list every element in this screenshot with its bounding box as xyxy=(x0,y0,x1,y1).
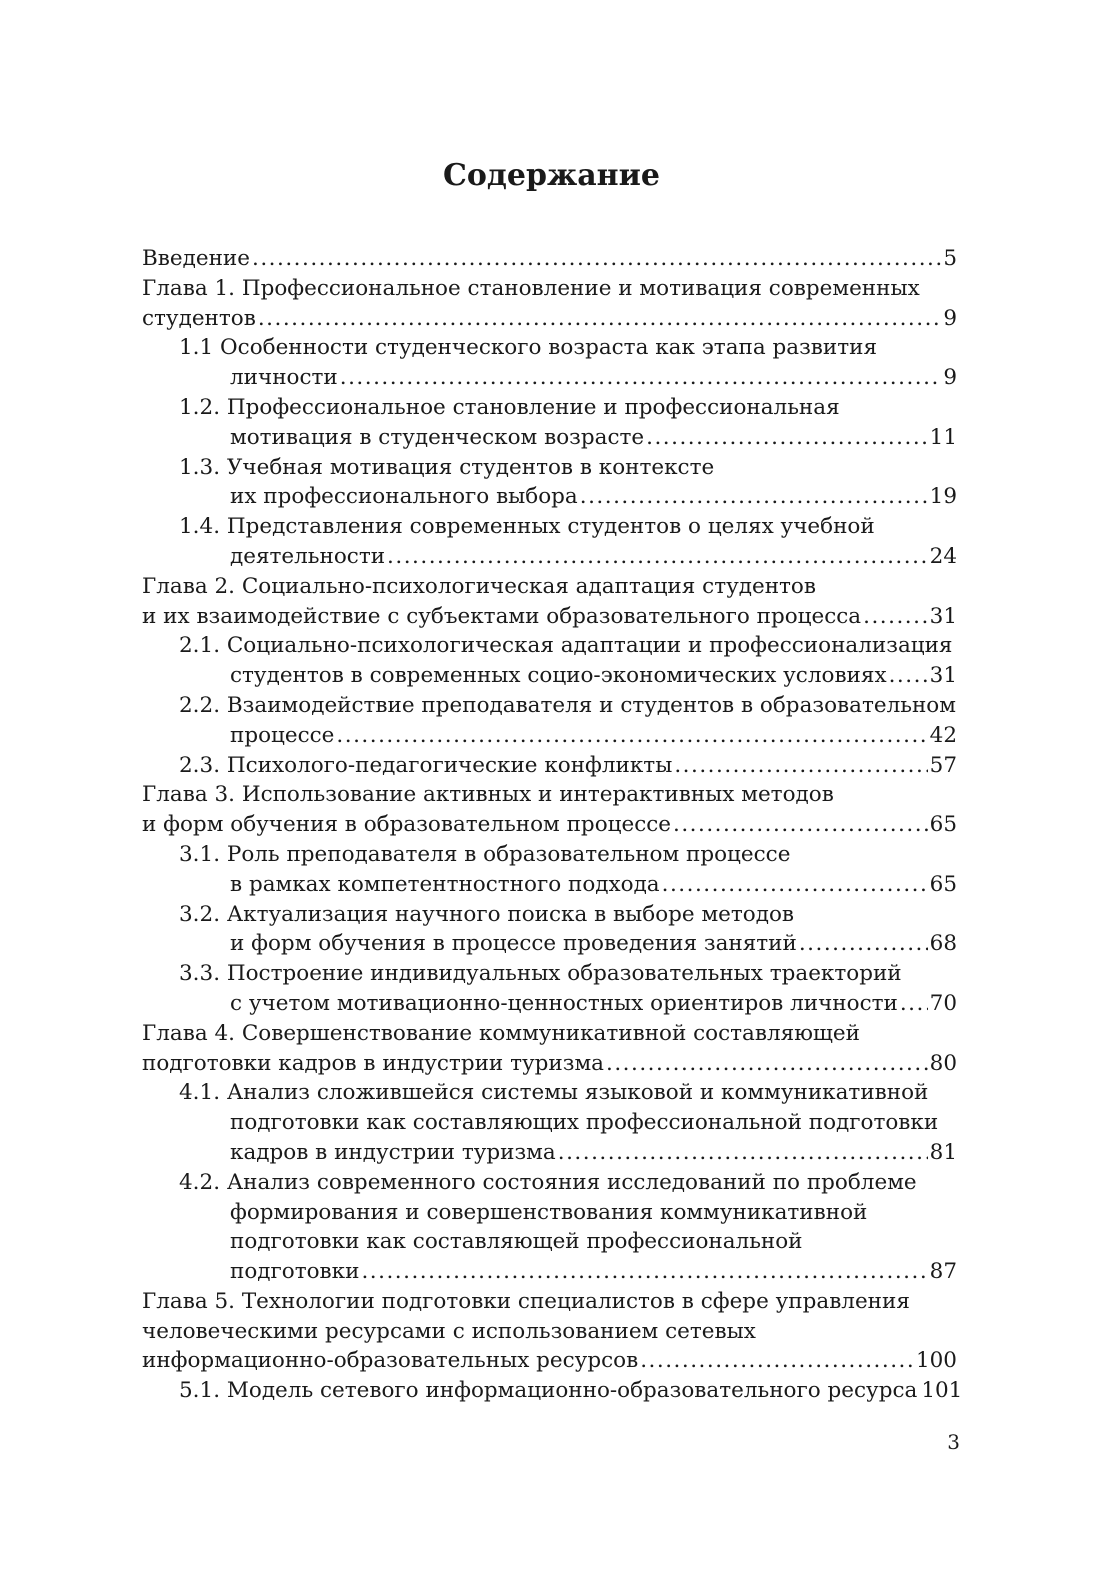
dot-leader xyxy=(673,810,928,840)
toc-section-entry[interactable] xyxy=(142,333,957,393)
dot-leader xyxy=(580,482,928,512)
toc-line xyxy=(142,244,957,274)
toc-entry-text: с учетом мотивационно-ценностных ориентиров личности xyxy=(230,990,898,1016)
dot-leader xyxy=(640,1346,914,1376)
toc-line: 3.2. Актуализация научного поиска в выборе методов xyxy=(179,901,795,927)
toc-entry-text: Введение xyxy=(142,246,250,271)
toc-entry-text: и форм обучения в образовательном процессе xyxy=(142,812,671,838)
toc-page-number: 31 xyxy=(929,663,957,689)
toc-line: подготовки как составляющих профессиональной подготовки xyxy=(230,1110,939,1136)
toc-line xyxy=(142,602,957,632)
toc-line xyxy=(142,989,957,1019)
toc-page-number: 31 xyxy=(929,603,957,629)
toc-line: человеческими ресурсами с использованием сетевых xyxy=(142,1318,756,1344)
toc-section-entry[interactable] xyxy=(142,900,957,960)
toc-page-number: 5 xyxy=(943,246,957,271)
dot-leader xyxy=(558,1138,928,1168)
toc-entry-text: 2.3. Психолого-педагогические конфликты xyxy=(179,752,673,778)
dot-leader xyxy=(863,602,928,632)
toc-chapter-entry[interactable] xyxy=(142,572,957,632)
toc-line xyxy=(142,870,957,900)
toc-line xyxy=(142,542,957,572)
dot-leader xyxy=(900,989,928,1019)
toc-section-entry[interactable] xyxy=(142,1078,957,1167)
toc-section-entry[interactable] xyxy=(142,453,957,513)
toc-line: Глава 2. Социально-психологическая адаптация студентов xyxy=(142,573,816,599)
toc-entry-text: 5.1. Модель сетевого информационно-образовательного ресурса xyxy=(179,1378,918,1404)
toc-line: 1.3. Учебная мотивация студентов в контексте xyxy=(179,454,715,480)
toc-entry-text: и их взаимодействие с субъектами образовательного процесса xyxy=(142,603,862,629)
toc-line xyxy=(142,751,957,781)
toc-line xyxy=(142,423,957,453)
toc-page-number: 9 xyxy=(943,365,957,391)
dot-leader xyxy=(889,661,928,691)
dot-leader xyxy=(674,751,927,781)
toc-line xyxy=(142,482,957,512)
toc-page-number: 80 xyxy=(929,1050,957,1076)
toc-section-entry[interactable] xyxy=(142,751,957,781)
toc-page-number: 9 xyxy=(943,305,957,331)
toc-page-number: 100 xyxy=(915,1348,957,1374)
toc-line: Глава 4. Совершенствование коммуникативной составляющей xyxy=(142,1020,860,1046)
toc-line: 4.2. Анализ современного состояния исследований по проблеме xyxy=(179,1169,917,1195)
toc-page-number: 87 xyxy=(929,1259,957,1285)
toc-page-number: 70 xyxy=(929,990,957,1016)
toc-line: 3.3. Построение индивидуальных образовательных траекторий xyxy=(179,961,902,987)
dot-leader xyxy=(662,870,928,900)
toc-line: 1.2. Профессиональное становление и профессиональная xyxy=(179,394,840,420)
toc-section-entry[interactable] xyxy=(142,631,957,691)
page-number: 3 xyxy=(947,1430,960,1454)
toc-line xyxy=(142,661,957,691)
dot-leader xyxy=(799,929,928,959)
toc-entry-text: подготовки xyxy=(230,1259,360,1285)
toc-line xyxy=(142,1376,963,1406)
toc-section-entry[interactable] xyxy=(142,512,957,572)
toc-chapter-entry[interactable] xyxy=(142,244,957,274)
toc-line xyxy=(142,363,957,393)
toc-entry-text: информационно-образовательных ресурсов xyxy=(142,1348,639,1374)
dot-leader xyxy=(340,363,942,393)
toc-line: 2.2. Взаимодействие преподавателя и студентов в образовательном xyxy=(179,692,956,718)
dot-leader xyxy=(606,1049,928,1079)
toc-entry-text: мотивация в студенческом возрасте xyxy=(230,424,645,450)
toc-page-number: 65 xyxy=(929,871,957,897)
toc-section-entry[interactable] xyxy=(142,691,957,751)
toc-page-number: 19 xyxy=(929,484,957,510)
toc-line xyxy=(142,1138,957,1168)
toc-chapter-entry[interactable] xyxy=(142,1287,957,1376)
toc-entry-text: подготовки кадров в индустрии туризма xyxy=(142,1050,604,1076)
toc-page-number: 57 xyxy=(929,752,957,778)
toc-section-entry[interactable] xyxy=(142,1376,963,1406)
toc-entry-text: студентов в современных социо-экономических условиях xyxy=(230,663,887,689)
toc-page-number: 24 xyxy=(929,543,957,569)
toc-line: 4.1. Анализ сложившейся системы языковой и коммуникативной xyxy=(179,1080,929,1106)
toc-line: 1.1 Особенности студенческого возраста как этапа развития xyxy=(179,335,878,361)
dot-leader xyxy=(258,304,941,334)
toc-entry-text: их профессионального выбора xyxy=(230,484,578,510)
toc-section-entry[interactable] xyxy=(142,1168,957,1287)
toc-entry-text: кадров в индустрии туризма xyxy=(230,1139,556,1165)
toc-entry-text: студентов xyxy=(142,305,256,331)
toc-page-number: 65 xyxy=(929,812,957,838)
dot-leader xyxy=(361,1257,927,1287)
toc-line xyxy=(142,1049,957,1079)
toc-entry-text: деятельности xyxy=(230,543,386,569)
toc-page-number: 42 xyxy=(929,722,957,748)
toc-entry-text: и форм обучения в процессе проведения занятий xyxy=(230,931,797,957)
toc-section-entry[interactable] xyxy=(142,393,957,453)
toc-line: Глава 3. Использование активных и интерактивных методов xyxy=(142,782,834,808)
toc-chapter-entry[interactable] xyxy=(142,1019,957,1079)
toc-line: 3.1. Роль преподавателя в образовательном процессе xyxy=(179,841,791,867)
dot-leader xyxy=(252,244,941,274)
toc-page-number: 68 xyxy=(929,931,957,957)
toc-section-entry[interactable] xyxy=(142,840,957,900)
toc-line xyxy=(142,1257,957,1287)
dot-leader xyxy=(646,423,928,453)
page-title: Содержание xyxy=(443,158,660,193)
toc-line xyxy=(142,810,957,840)
toc-chapter-entry[interactable] xyxy=(142,274,957,334)
toc-line: формирования и совершенствования коммуникативной xyxy=(230,1199,868,1225)
toc-page-number: 81 xyxy=(929,1139,957,1165)
toc-chapter-entry[interactable] xyxy=(142,780,957,840)
toc-page-number: 11 xyxy=(929,424,957,450)
toc-entry-text: в рамках компетентностного подхода xyxy=(230,871,660,897)
toc-line xyxy=(142,304,957,334)
toc-entry-text: личности xyxy=(230,365,338,391)
toc-line xyxy=(142,1346,957,1376)
toc-line: Глава 5. Технологии подготовки специалистов в сфере управления xyxy=(142,1288,910,1314)
toc-entry-text: процессе xyxy=(230,722,335,748)
toc-line xyxy=(142,929,957,959)
dot-leader xyxy=(387,542,928,572)
toc-line: подготовки как составляющей профессиональной xyxy=(230,1229,803,1255)
toc-line: 1.4. Представления современных студентов о целях учебной xyxy=(179,514,875,540)
toc-line: Глава 1. Профессиональное становление и мотивация современных xyxy=(142,275,920,301)
table-of-contents xyxy=(142,244,963,1406)
toc-line xyxy=(142,721,957,751)
toc-page-number: 101 xyxy=(921,1378,963,1404)
toc-line: 2.1. Социально-психологическая адаптации и профессионализация xyxy=(179,633,953,659)
toc-section-entry[interactable] xyxy=(142,959,957,1019)
dot-leader xyxy=(336,721,927,751)
